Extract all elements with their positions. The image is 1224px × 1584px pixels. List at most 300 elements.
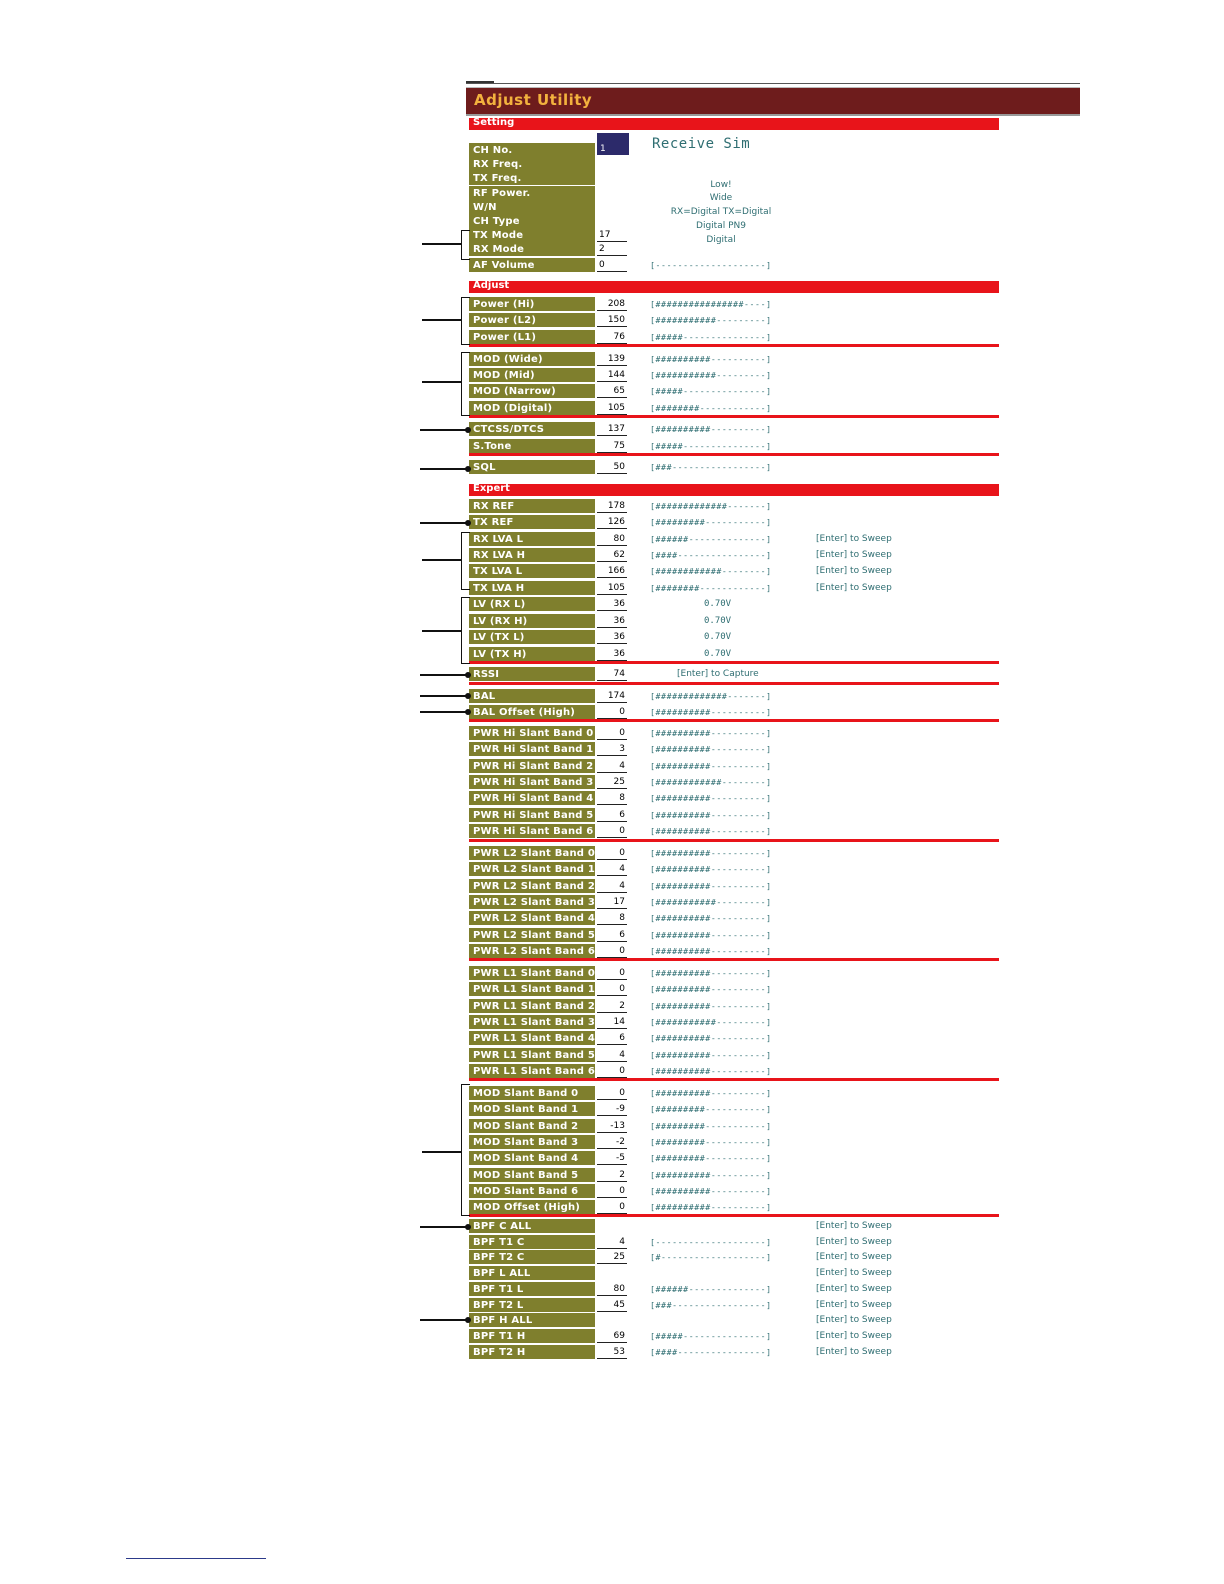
- param-value-field[interactable]: [597, 1315, 627, 1327]
- param-value-field[interactable]: 150: [597, 315, 627, 327]
- param-label: [469, 1235, 595, 1250]
- param-label-text: MOD Slant Band 4: [473, 1153, 579, 1165]
- section-divider: [469, 958, 999, 961]
- param-row[interactable]: [466, 1250, 1166, 1265]
- callout-leader: [422, 381, 461, 383]
- param-label: [469, 401, 595, 416]
- param-value-field[interactable]: 36: [597, 616, 627, 628]
- param-value-field[interactable]: 25: [597, 777, 627, 789]
- level-bar: [##########----------]: [650, 968, 772, 978]
- param-label: [469, 742, 595, 757]
- param-value-field[interactable]: 36: [597, 649, 627, 661]
- section-divider: [469, 1214, 999, 1217]
- param-label: [469, 1345, 595, 1360]
- param-value-field[interactable]: 6: [597, 1033, 627, 1045]
- param-value-field[interactable]: 0: [597, 1186, 627, 1198]
- level-bar: [#############-------]: [650, 501, 772, 511]
- param-label-text: PWR L1 Slant Band 2: [473, 1000, 595, 1012]
- param-label: [469, 439, 595, 454]
- param-value-field[interactable]: 0: [597, 826, 627, 838]
- callout-leader: [420, 429, 468, 431]
- param-value-field[interactable]: 178: [597, 501, 627, 513]
- param-value-field[interactable]: 0: [597, 728, 627, 740]
- param-row[interactable]: [466, 895, 1166, 910]
- param-label: [469, 171, 595, 186]
- param-label: [469, 548, 595, 563]
- level-bar: [###########---------]: [650, 315, 772, 325]
- param-label: [469, 1298, 595, 1313]
- param-row[interactable]: [466, 1266, 1166, 1281]
- param-label-text: RX LVA H: [473, 550, 526, 561]
- param-label: [469, 944, 595, 959]
- level-bar: [#########-----------]: [650, 1104, 772, 1115]
- param-label: [469, 824, 595, 839]
- param-row[interactable]: [466, 352, 1166, 367]
- param-label-text: PWR L2 Slant Band 4: [473, 913, 595, 925]
- param-row[interactable]: [466, 1282, 1166, 1297]
- param-row[interactable]: [466, 1119, 1166, 1134]
- param-value-field[interactable]: 174: [597, 691, 627, 703]
- param-label: [469, 705, 595, 720]
- param-label: [469, 258, 595, 273]
- param-value-field[interactable]: -5: [597, 1153, 627, 1165]
- param-label: [469, 895, 595, 910]
- param-label: [469, 647, 595, 662]
- level-bar: [##########----------]: [650, 744, 772, 755]
- param-row[interactable]: [466, 791, 1166, 806]
- param-label-text: RSSI: [473, 669, 500, 680]
- param-label: [469, 313, 595, 328]
- param-value-field[interactable]: 208: [597, 299, 627, 311]
- sweep-hint[interactable]: [Enter] to Sweep: [816, 1299, 892, 1310]
- param-label-text: LV (RX H): [473, 616, 528, 627]
- sweep-hint[interactable]: [Enter] to Sweep: [816, 1236, 892, 1247]
- param-row[interactable]: [466, 439, 1166, 454]
- param-label: [469, 460, 595, 475]
- param-row[interactable]: [466, 999, 1166, 1014]
- param-row[interactable]: [466, 1329, 1166, 1344]
- callout-bracket: [461, 230, 470, 260]
- mode-info: RX=Digital TX=Digital: [670, 207, 772, 217]
- callout-dot: [465, 1224, 471, 1230]
- param-value-field[interactable]: 2: [597, 244, 627, 256]
- param-label-text: LV (TX L): [473, 632, 525, 643]
- param-value-field[interactable]: 0: [597, 946, 627, 958]
- param-label-text: MOD (Digital): [473, 403, 553, 414]
- param-value-field[interactable]: 8: [597, 793, 627, 805]
- param-row[interactable]: [466, 180, 1166, 201]
- section-divider: [469, 415, 999, 418]
- param-label-text: RX REF: [473, 501, 515, 512]
- param-label-text: BPF T2 L: [473, 1299, 524, 1311]
- param-row[interactable]: [466, 1102, 1166, 1117]
- param-value-field[interactable]: 50: [597, 462, 627, 474]
- param-label: [469, 966, 595, 981]
- level-bar: [--------------------]: [650, 1236, 772, 1247]
- param-value-field[interactable]: 105: [597, 403, 627, 415]
- sweep-hint[interactable]: [Enter] to Sweep: [816, 583, 892, 593]
- level-bar: [##########----------]: [650, 1033, 772, 1044]
- param-row[interactable]: [466, 499, 1166, 514]
- param-value-field[interactable]: 75: [597, 441, 627, 453]
- param-row[interactable]: [466, 564, 1166, 579]
- param-label-text: TX REF: [473, 517, 514, 528]
- param-row[interactable]: [466, 1313, 1166, 1328]
- level-bar: [############--------]: [650, 566, 772, 576]
- param-value-field[interactable]: 126: [597, 517, 627, 529]
- param-value-field[interactable]: [597, 159, 627, 171]
- param-value-field[interactable]: 0: [597, 1202, 627, 1214]
- param-value-field[interactable]: 25: [597, 1252, 627, 1264]
- sweep-hint[interactable]: [Enter] to Sweep: [816, 1221, 892, 1231]
- param-value-field[interactable]: 4: [597, 761, 627, 773]
- param-value-field[interactable]: 8: [597, 913, 627, 925]
- param-label-text: MOD Slant Band 1: [473, 1104, 579, 1116]
- param-value-field[interactable]: -2: [597, 1137, 627, 1149]
- param-row[interactable]: [466, 944, 1166, 959]
- param-label-text: PWR L2 Slant Band 2: [473, 880, 595, 892]
- param-value-field[interactable]: 80: [597, 1284, 627, 1296]
- param-row[interactable]: [466, 143, 1166, 158]
- level-bar: [##########----------]: [650, 793, 772, 804]
- param-row[interactable]: [466, 982, 1166, 997]
- callout-dot: [465, 427, 471, 433]
- param-row[interactable]: [466, 689, 1166, 704]
- param-label: [469, 228, 595, 243]
- param-label-text: MOD Slant Band 2: [473, 1120, 579, 1132]
- param-value-field[interactable]: [597, 1221, 627, 1233]
- level-bar: [###########---------]: [650, 1016, 772, 1027]
- param-value-field[interactable]: 14: [597, 1017, 627, 1029]
- level-bar: [##########----------]: [650, 1065, 772, 1076]
- param-value-field[interactable]: 80: [597, 534, 627, 546]
- capture-hint[interactable]: [Enter] to Capture: [677, 669, 759, 679]
- sweep-hint[interactable]: [Enter] to Sweep: [816, 534, 892, 544]
- param-row[interactable]: [466, 1345, 1166, 1360]
- param-label-text: BPF T1 C: [473, 1236, 525, 1248]
- param-label-text: PWR L2 Slant Band 6: [473, 945, 595, 957]
- param-row[interactable]: [466, 1298, 1166, 1313]
- callout-leader: [420, 468, 468, 470]
- param-label-text: LV (RX L): [473, 599, 526, 610]
- param-row[interactable]: [466, 824, 1166, 839]
- param-row[interactable]: [466, 1064, 1166, 1079]
- param-value-field[interactable]: 4: [597, 864, 627, 876]
- param-label: [469, 1313, 595, 1328]
- param-row[interactable]: [466, 966, 1166, 981]
- param-label: [469, 1031, 595, 1046]
- param-row[interactable]: [466, 258, 1166, 273]
- param-row[interactable]: [466, 532, 1166, 547]
- mode-info: Wide: [709, 193, 733, 203]
- param-label-text: PWR Hi Slant Band 3: [473, 776, 594, 788]
- param-label-text: MOD Slant Band 6: [473, 1185, 579, 1197]
- param-label: [469, 1064, 595, 1079]
- level-bar: [##########----------]: [650, 880, 772, 891]
- level-bar: [###-----------------]: [650, 1299, 772, 1310]
- mode-info: Low!: [710, 180, 732, 190]
- param-label: [469, 515, 595, 530]
- expert-header-label: Expert: [473, 483, 510, 494]
- param-row[interactable]: [466, 1219, 1166, 1234]
- param-value-field[interactable]: [597, 202, 627, 214]
- param-value-field[interactable]: 45: [597, 1300, 627, 1312]
- param-value-field[interactable]: 62: [597, 550, 627, 562]
- level-bar: [##########----------]: [650, 825, 772, 836]
- level-bar: [####----------------]: [650, 550, 772, 560]
- param-value-field[interactable]: 139: [597, 354, 627, 366]
- param-label: [469, 597, 595, 612]
- param-row[interactable]: [466, 460, 1166, 475]
- param-label: [469, 352, 595, 367]
- level-bar: [###########---------]: [650, 370, 772, 380]
- callout-bracket: [461, 352, 470, 416]
- param-row[interactable]: [466, 846, 1166, 861]
- param-value-field[interactable]: 69: [597, 1331, 627, 1343]
- param-value-field[interactable]: [597, 188, 627, 200]
- callout-bracket: [461, 297, 470, 345]
- level-bar: [##########----------]: [650, 1000, 772, 1011]
- param-value-field[interactable]: 4: [597, 1237, 627, 1249]
- param-label-text: Power (Hi): [473, 299, 535, 310]
- param-label-text: BPF L ALL: [473, 1268, 531, 1280]
- level-bar: [############--------]: [650, 776, 772, 787]
- param-label: [469, 564, 595, 579]
- param-value-field[interactable]: 4: [597, 881, 627, 893]
- param-value-field[interactable]: 0: [597, 984, 627, 996]
- param-value-field[interactable]: [597, 145, 627, 157]
- param-value-field[interactable]: 137: [597, 424, 627, 436]
- param-value-field[interactable]: 6: [597, 930, 627, 942]
- param-value-field[interactable]: 0: [597, 260, 627, 272]
- callout-leader: [422, 1151, 461, 1153]
- param-label: [469, 775, 595, 790]
- param-row[interactable]: [466, 808, 1166, 823]
- callout-leader: [422, 243, 461, 245]
- param-label: [469, 862, 595, 877]
- param-row[interactable]: [466, 1086, 1166, 1101]
- param-row[interactable]: [466, 1235, 1166, 1250]
- param-label: [469, 1135, 595, 1150]
- param-row[interactable]: [466, 1048, 1166, 1063]
- section-divider: [469, 453, 999, 456]
- param-label-text: W/N: [473, 202, 497, 213]
- param-label: [469, 928, 595, 943]
- param-label: [469, 330, 595, 345]
- param-label: [469, 982, 595, 997]
- param-label: [469, 1250, 595, 1265]
- param-row[interactable]: [466, 726, 1166, 741]
- ch-number-value: 1: [600, 144, 606, 154]
- param-label-text: PWR Hi Slant Band 0: [473, 728, 594, 739]
- callout-bracket: [461, 1084, 470, 1216]
- param-value-field[interactable]: 0: [597, 968, 627, 980]
- param-label: [469, 143, 595, 158]
- param-row[interactable]: [466, 515, 1166, 530]
- param-label-text: PWR L1 Slant Band 1: [473, 984, 595, 996]
- callout-dot: [465, 1317, 471, 1323]
- param-row[interactable]: [466, 330, 1166, 345]
- param-row[interactable]: [466, 297, 1166, 312]
- param-row[interactable]: [466, 384, 1166, 399]
- sweep-hint[interactable]: [Enter] to Sweep: [816, 1283, 892, 1294]
- param-label-text: BAL: [473, 691, 496, 702]
- param-value-field[interactable]: 0: [597, 848, 627, 860]
- param-row[interactable]: [466, 368, 1166, 383]
- callout-leader: [422, 319, 461, 321]
- level-bar: [#####---------------]: [650, 1330, 772, 1341]
- param-value-field[interactable]: -13: [597, 1121, 627, 1133]
- sweep-hint[interactable]: [Enter] to Sweep: [816, 550, 892, 560]
- param-label-text: MOD (Narrow): [473, 386, 556, 397]
- param-label-text: BPF C ALL: [473, 1221, 532, 1232]
- param-value-field[interactable]: 166: [597, 566, 627, 578]
- level-bar: [######--------------]: [650, 534, 772, 544]
- param-row[interactable]: [466, 667, 1166, 682]
- param-value-field[interactable]: 17: [597, 897, 627, 909]
- callout-leader: [420, 1226, 468, 1228]
- param-row[interactable]: [466, 171, 1166, 186]
- callout-leader: [420, 1319, 468, 1321]
- param-row[interactable]: [466, 775, 1166, 790]
- param-row[interactable]: [466, 928, 1166, 943]
- receive-sim-status: Receive Sim: [652, 136, 751, 152]
- level-bar: [################----]: [650, 299, 772, 309]
- param-label: [469, 532, 595, 547]
- param-label-text: PWR L1 Slant Band 5: [473, 1049, 595, 1061]
- param-value-field[interactable]: 0: [597, 1066, 627, 1078]
- callout-leader: [422, 559, 461, 561]
- level-bar: [##########----------]: [650, 354, 772, 364]
- callout-leader: [420, 522, 468, 524]
- param-row[interactable]: [466, 911, 1166, 926]
- callout-leader: [422, 630, 461, 632]
- param-value-field[interactable]: 2: [597, 1170, 627, 1182]
- param-value-field[interactable]: 4: [597, 1050, 627, 1062]
- param-row[interactable]: [466, 630, 1166, 645]
- param-row[interactable]: [466, 742, 1166, 757]
- level-bar: [##########----------]: [650, 984, 772, 995]
- param-label-text: PWR Hi Slant Band 6: [473, 825, 594, 837]
- callout-dot: [465, 709, 471, 715]
- param-label: [469, 1015, 595, 1030]
- level-bar: [#########-----------]: [650, 1120, 772, 1131]
- param-value-field[interactable]: 17: [597, 230, 627, 242]
- param-row[interactable]: [466, 597, 1166, 612]
- level-bar: [##########----------]: [650, 760, 772, 771]
- param-label-text: PWR Hi Slant Band 2: [473, 760, 594, 772]
- sweep-hint[interactable]: [Enter] to Sweep: [816, 566, 892, 576]
- param-row[interactable]: [466, 759, 1166, 774]
- param-row[interactable]: [466, 1015, 1166, 1030]
- sweep-hint[interactable]: [Enter] to Sweep: [816, 1268, 892, 1279]
- param-value-field[interactable]: 3: [597, 744, 627, 756]
- param-value-field[interactable]: 74: [597, 669, 627, 681]
- param-row[interactable]: [466, 1168, 1166, 1183]
- sweep-hint[interactable]: [Enter] to Sweep: [816, 1346, 892, 1357]
- param-row[interactable]: [466, 313, 1166, 328]
- param-label-text: AF Volume: [473, 260, 535, 271]
- level-bar: [##########----------]: [650, 728, 772, 738]
- param-label: [469, 1219, 595, 1234]
- mode-info: Digital: [706, 235, 736, 245]
- level-bar: [###########---------]: [650, 896, 772, 907]
- param-label-text: MOD Slant Band 0: [473, 1088, 579, 1099]
- level-bar: [##########----------]: [650, 1049, 772, 1060]
- param-value-field[interactable]: 2: [597, 1001, 627, 1013]
- param-value-field[interactable]: 53: [597, 1347, 627, 1359]
- param-value-field[interactable]: 65: [597, 386, 627, 398]
- param-row[interactable]: [466, 647, 1166, 662]
- param-value-field[interactable]: 76: [597, 332, 627, 344]
- section-divider: [469, 719, 999, 722]
- param-label-text: PWR Hi Slant Band 1: [473, 744, 594, 756]
- param-value-field[interactable]: 105: [597, 583, 627, 595]
- param-row[interactable]: [466, 401, 1166, 416]
- param-row[interactable]: [466, 548, 1166, 563]
- param-value-field[interactable]: 0: [597, 1088, 627, 1100]
- param-value-field[interactable]: 0: [597, 707, 627, 719]
- adjust-panel: [466, 0, 1224, 1584]
- param-row[interactable]: [466, 1135, 1166, 1150]
- param-row[interactable]: [466, 614, 1166, 629]
- level-bar: [#-------------------]: [650, 1252, 772, 1263]
- param-row[interactable]: [466, 1184, 1166, 1199]
- sweep-hint[interactable]: [Enter] to Sweep: [816, 1315, 892, 1326]
- param-value-field[interactable]: [597, 173, 627, 185]
- param-label: [469, 1119, 595, 1134]
- param-label-text: PWR L1 Slant Band 6: [473, 1065, 595, 1077]
- param-row[interactable]: [466, 581, 1166, 596]
- param-label: [469, 368, 595, 383]
- param-value-field[interactable]: -9: [597, 1104, 627, 1116]
- section-divider: [469, 682, 999, 685]
- param-label-text: TX Freq.: [473, 173, 522, 184]
- param-row[interactable]: [466, 422, 1166, 437]
- param-row[interactable]: [466, 862, 1166, 877]
- param-label: [469, 1048, 595, 1063]
- param-label-text: PWR L1 Slant Band 0: [473, 968, 595, 979]
- param-row[interactable]: [466, 1031, 1166, 1046]
- level-bar: [#############-------]: [650, 691, 772, 701]
- param-label: [469, 422, 595, 437]
- param-row[interactable]: [466, 1151, 1166, 1166]
- sweep-hint[interactable]: [Enter] to Sweep: [816, 1252, 892, 1263]
- param-row[interactable]: [466, 157, 1166, 172]
- param-value-field[interactable]: 6: [597, 810, 627, 822]
- param-label-text: BPF T2 H: [473, 1346, 526, 1358]
- level-bar: [##########----------]: [650, 1169, 772, 1180]
- param-label: [469, 1329, 595, 1344]
- param-value-field[interactable]: 36: [597, 599, 627, 611]
- param-row[interactable]: [466, 879, 1166, 894]
- param-value-field[interactable]: [597, 1268, 627, 1280]
- param-row[interactable]: [466, 705, 1166, 720]
- param-label-text: TX Mode: [473, 230, 524, 241]
- param-value-field[interactable]: 144: [597, 370, 627, 382]
- level-bar: [##########----------]: [650, 1088, 772, 1098]
- param-value-field[interactable]: 36: [597, 632, 627, 644]
- param-label: [469, 1086, 595, 1101]
- footer-rule: [126, 1558, 266, 1559]
- voltage-readout: 0.70V: [704, 632, 732, 642]
- section-divider: [469, 344, 999, 347]
- param-label-text: PWR L2 Slant Band 1: [473, 864, 595, 876]
- sweep-hint[interactable]: [Enter] to Sweep: [816, 1330, 892, 1341]
- param-label: [469, 499, 595, 514]
- callout-dot: [465, 672, 471, 678]
- param-value-field[interactable]: [597, 216, 627, 228]
